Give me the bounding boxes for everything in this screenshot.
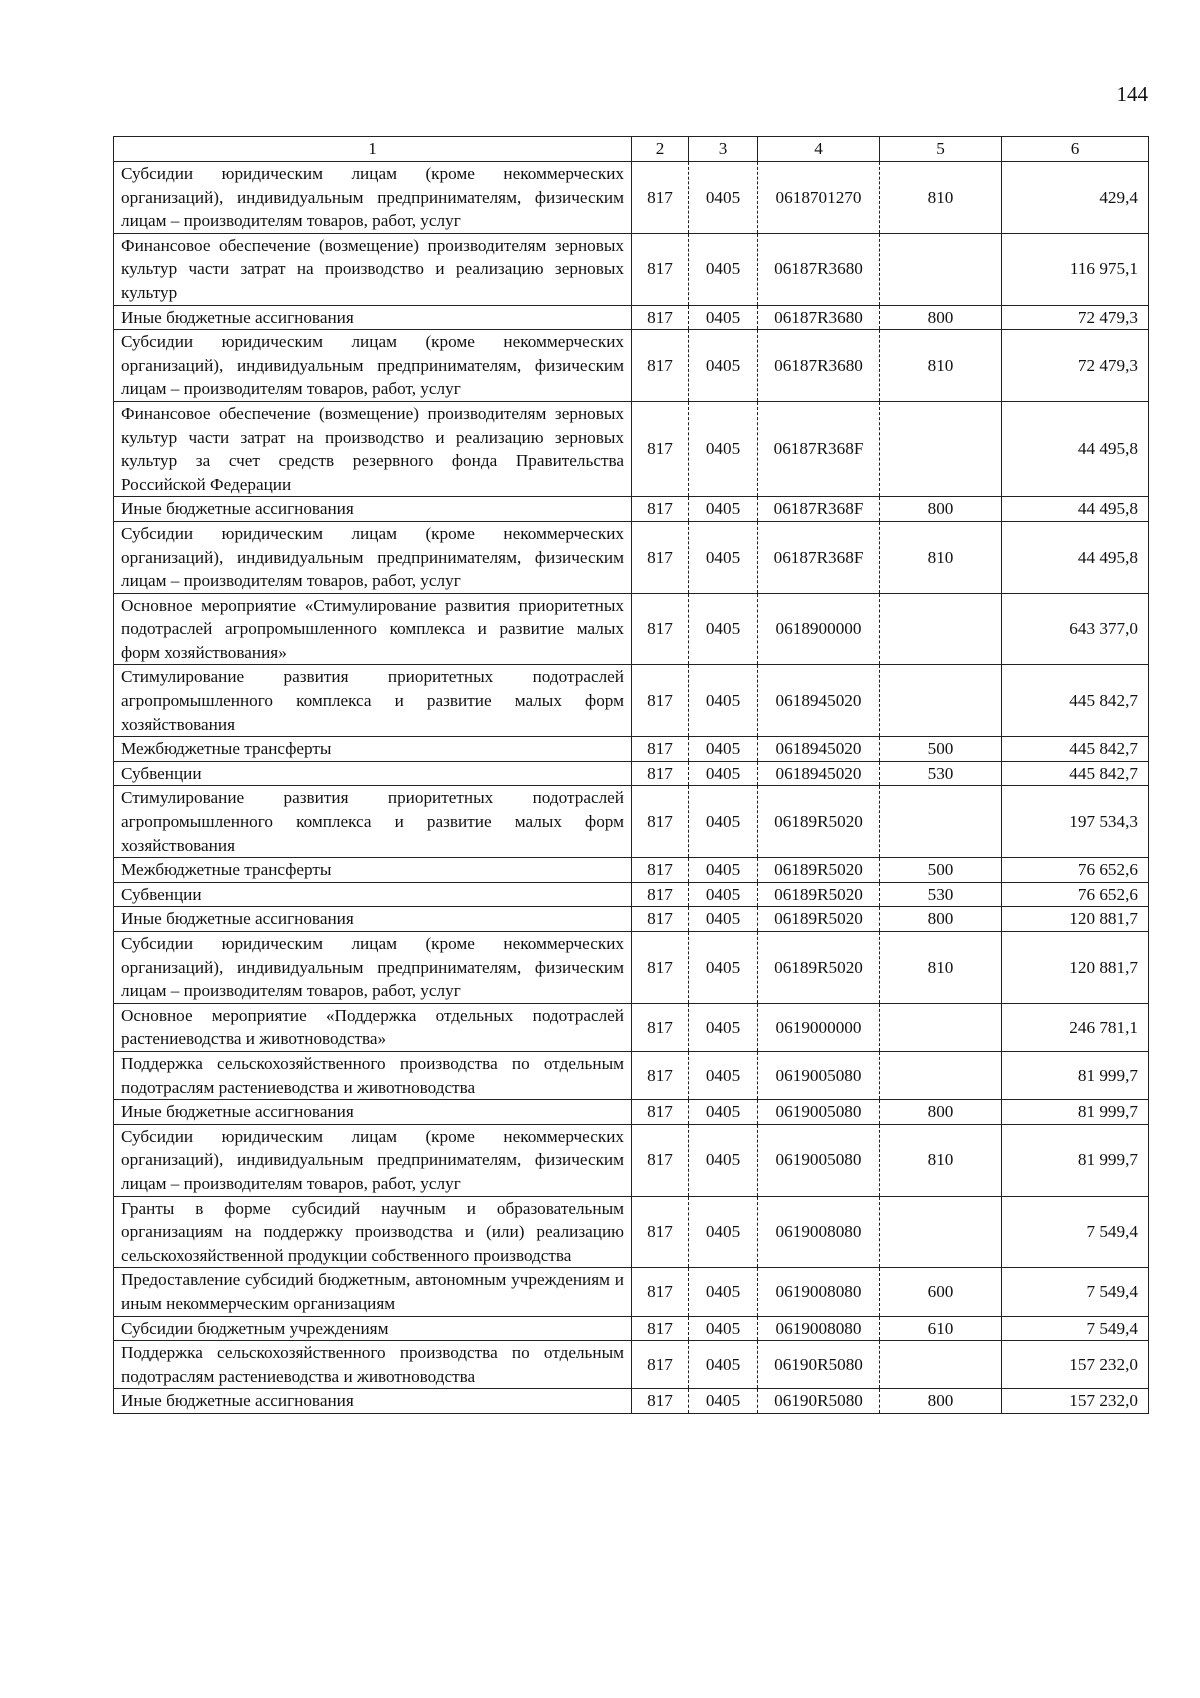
cell-target-article: 06189R5020: [758, 858, 880, 883]
table-row: [114, 1003, 1149, 1051]
cell-amount: 643 377,0: [1002, 593, 1149, 665]
cell-ministry-code: 817: [632, 761, 689, 786]
cell-target-article: 0618945020: [758, 761, 880, 786]
cell-expense-type: 810: [880, 162, 1002, 234]
cell-ministry-code: 817: [632, 932, 689, 1004]
cell-expense-type: [880, 1196, 1002, 1268]
cell-amount: 7 549,4: [1002, 1316, 1149, 1341]
cell-amount: 76 652,6: [1002, 882, 1149, 907]
cell-ministry-code: 817: [632, 330, 689, 402]
header-row: [114, 137, 1149, 162]
table-row: [114, 401, 1149, 496]
cell-section-code: 0405: [689, 233, 758, 305]
cell-ministry-code: 817: [632, 858, 689, 883]
cell-amount: 76 652,6: [1002, 858, 1149, 883]
cell-ministry-code: 817: [632, 786, 689, 858]
cell-item-name: Финансовое обеспечение (возмещение) производителям зерновых культур части затрат на производство и реализацию зерновых культур за счет средств резервного фонда Правительства Российской Федерации: [114, 401, 632, 496]
cell-target-article: 0618945020: [758, 737, 880, 762]
cell-amount: 72 479,3: [1002, 330, 1149, 402]
cell-expense-type: 600: [880, 1268, 1002, 1316]
cell-amount: 116 975,1: [1002, 233, 1149, 305]
cell-target-article: 06187R3680: [758, 305, 880, 330]
cell-item-name: Иные бюджетные ассигнования: [114, 305, 632, 330]
table-body: [114, 162, 1149, 1414]
page-number: 144: [1116, 82, 1148, 106]
cell-amount: 72 479,3: [1002, 305, 1149, 330]
cell-item-name: Субсидии бюджетным учреждениям: [114, 1316, 632, 1341]
cell-item-name: Поддержка сельскохозяйственного производства по отдельным подотраслям растениеводства и животноводства: [114, 1051, 632, 1099]
cell-ministry-code: 817: [632, 593, 689, 665]
cell-expense-type: 800: [880, 305, 1002, 330]
cell-item-name: Предоставление субсидий бюджетным, автономным учреждениям и иным некоммерческим организациям: [114, 1268, 632, 1316]
cell-expense-type: [880, 401, 1002, 496]
cell-expense-type: 530: [880, 882, 1002, 907]
table-row: [114, 1341, 1149, 1389]
cell-item-name: Субсидии юридическим лицам (кроме некоммерческих организаций), индивидуальным предпринимателям, физическим лицам – производителям товаров, работ, услуг: [114, 162, 632, 234]
table-row: [114, 907, 1149, 932]
cell-amount: 246 781,1: [1002, 1003, 1149, 1051]
cell-target-article: 0618701270: [758, 162, 880, 234]
cell-amount: 445 842,7: [1002, 665, 1149, 737]
cell-amount: 44 495,8: [1002, 521, 1149, 593]
cell-section-code: 0405: [689, 907, 758, 932]
table-row: [114, 162, 1149, 234]
col-header-6: 6: [1002, 137, 1149, 162]
cell-ministry-code: 817: [632, 1341, 689, 1389]
cell-target-article: 06187R368F: [758, 521, 880, 593]
cell-amount: 120 881,7: [1002, 907, 1149, 932]
cell-item-name: Субсидии юридическим лицам (кроме некоммерческих организаций), индивидуальным предпринимателям, физическим лицам – производителям товаров, работ, услуг: [114, 521, 632, 593]
cell-section-code: 0405: [689, 1341, 758, 1389]
col-header-5: 5: [880, 137, 1002, 162]
cell-ministry-code: 817: [632, 737, 689, 762]
cell-target-article: 06187R368F: [758, 401, 880, 496]
cell-expense-type: 800: [880, 1100, 1002, 1125]
cell-ministry-code: 817: [632, 1196, 689, 1268]
cell-item-name: Субсидии юридическим лицам (кроме некоммерческих организаций), индивидуальным предпринимателям, физическим лицам – производителям товаров, работ, услуг: [114, 330, 632, 402]
cell-expense-type: 810: [880, 521, 1002, 593]
cell-item-name: Иные бюджетные ассигнования: [114, 907, 632, 932]
cell-ministry-code: 817: [632, 907, 689, 932]
cell-expense-type: [880, 1003, 1002, 1051]
table-row: [114, 1268, 1149, 1316]
table-row: [114, 1389, 1149, 1414]
cell-section-code: 0405: [689, 1051, 758, 1099]
cell-ministry-code: 817: [632, 497, 689, 522]
cell-target-article: 0618945020: [758, 665, 880, 737]
cell-expense-type: [880, 1341, 1002, 1389]
cell-expense-type: [880, 1051, 1002, 1099]
cell-section-code: 0405: [689, 401, 758, 496]
cell-section-code: 0405: [689, 1268, 758, 1316]
table-row: [114, 593, 1149, 665]
cell-expense-type: [880, 593, 1002, 665]
cell-section-code: 0405: [689, 1316, 758, 1341]
cell-item-name: Гранты в форме субсидий научным и образовательным организациям на поддержку производства и (или) реализацию сельскохозяйственной продукции собственного производства: [114, 1196, 632, 1268]
cell-item-name: Субсидии юридическим лицам (кроме некоммерческих организаций), индивидуальным предпринимателям, физическим лицам – производителям товаров, работ, услуг: [114, 1124, 632, 1196]
cell-amount: 197 534,3: [1002, 786, 1149, 858]
cell-target-article: 06189R5020: [758, 907, 880, 932]
col-header-1: 1: [114, 137, 632, 162]
cell-ministry-code: 817: [632, 162, 689, 234]
table-row: [114, 858, 1149, 883]
cell-ministry-code: 817: [632, 665, 689, 737]
cell-section-code: 0405: [689, 786, 758, 858]
cell-target-article: 06190R5080: [758, 1341, 880, 1389]
cell-item-name: Иные бюджетные ассигнования: [114, 497, 632, 522]
cell-item-name: Межбюджетные трансферты: [114, 737, 632, 762]
table-row: [114, 1316, 1149, 1341]
cell-section-code: 0405: [689, 932, 758, 1004]
cell-expense-type: [880, 233, 1002, 305]
cell-section-code: 0405: [689, 665, 758, 737]
table-row: [114, 305, 1149, 330]
cell-amount: 445 842,7: [1002, 761, 1149, 786]
table-row: [114, 1100, 1149, 1125]
cell-amount: 7 549,4: [1002, 1196, 1149, 1268]
cell-ministry-code: 817: [632, 521, 689, 593]
cell-target-article: 0619008080: [758, 1268, 880, 1316]
cell-amount: 81 999,7: [1002, 1051, 1149, 1099]
cell-ministry-code: 817: [632, 1268, 689, 1316]
cell-amount: 44 495,8: [1002, 497, 1149, 522]
cell-amount: 157 232,0: [1002, 1341, 1149, 1389]
table-row: [114, 786, 1149, 858]
cell-section-code: 0405: [689, 858, 758, 883]
table-row: [114, 665, 1149, 737]
cell-target-article: 06187R3680: [758, 233, 880, 305]
cell-item-name: Поддержка сельскохозяйственного производства по отдельным подотраслям растениеводства и животноводства: [114, 1341, 632, 1389]
cell-ministry-code: 817: [632, 1389, 689, 1414]
table-row: [114, 932, 1149, 1004]
cell-expense-type: [880, 665, 1002, 737]
cell-item-name: Основное мероприятие «Стимулирование развития приоритетных подотраслей агропромышленного комплекса и развитие малых форм хозяйствования»: [114, 593, 632, 665]
cell-ministry-code: 817: [632, 1124, 689, 1196]
cell-item-name: Субвенции: [114, 882, 632, 907]
table-row: [114, 882, 1149, 907]
cell-item-name: Стимулирование развития приоритетных подотраслей агропромышленного комплекса и развитие малых форм хозяйствования: [114, 786, 632, 858]
cell-item-name: Субсидии юридическим лицам (кроме некоммерческих организаций), индивидуальным предпринимателям, физическим лицам – производителям товаров, работ, услуг: [114, 932, 632, 1004]
cell-item-name: Иные бюджетные ассигнования: [114, 1100, 632, 1125]
cell-expense-type: 800: [880, 497, 1002, 522]
cell-amount: 445 842,7: [1002, 737, 1149, 762]
table-row: [114, 521, 1149, 593]
cell-target-article: 0619000000: [758, 1003, 880, 1051]
cell-expense-type: [880, 786, 1002, 858]
cell-section-code: 0405: [689, 497, 758, 522]
cell-ministry-code: 817: [632, 1316, 689, 1341]
cell-section-code: 0405: [689, 1003, 758, 1051]
cell-expense-type: 810: [880, 330, 1002, 402]
cell-target-article: 06187R368F: [758, 497, 880, 522]
cell-amount: 429,4: [1002, 162, 1149, 234]
cell-expense-type: 610: [880, 1316, 1002, 1341]
table-row: [114, 1196, 1149, 1268]
table-row: [114, 233, 1149, 305]
cell-amount: 81 999,7: [1002, 1100, 1149, 1125]
cell-target-article: 06190R5080: [758, 1389, 880, 1414]
cell-expense-type: 800: [880, 907, 1002, 932]
cell-amount: 7 549,4: [1002, 1268, 1149, 1316]
cell-ministry-code: 817: [632, 305, 689, 330]
cell-amount: 44 495,8: [1002, 401, 1149, 496]
cell-target-article: 0619005080: [758, 1100, 880, 1125]
table-row: [114, 737, 1149, 762]
cell-amount: 157 232,0: [1002, 1389, 1149, 1414]
cell-target-article: 06189R5020: [758, 882, 880, 907]
cell-ministry-code: 817: [632, 1051, 689, 1099]
table-row: [114, 497, 1149, 522]
table-row: [114, 1051, 1149, 1099]
cell-ministry-code: 817: [632, 1003, 689, 1051]
col-header-2: 2: [632, 137, 689, 162]
cell-section-code: 0405: [689, 162, 758, 234]
cell-section-code: 0405: [689, 330, 758, 402]
cell-ministry-code: 817: [632, 882, 689, 907]
cell-ministry-code: 817: [632, 233, 689, 305]
budget-table: [113, 136, 1149, 1414]
cell-target-article: 0618900000: [758, 593, 880, 665]
cell-item-name: Основное мероприятие «Поддержка отдельных подотраслей растениеводства и животноводства»: [114, 1003, 632, 1051]
cell-target-article: 06187R3680: [758, 330, 880, 402]
cell-section-code: 0405: [689, 1124, 758, 1196]
cell-section-code: 0405: [689, 882, 758, 907]
cell-expense-type: 500: [880, 737, 1002, 762]
cell-target-article: 0619005080: [758, 1051, 880, 1099]
cell-section-code: 0405: [689, 305, 758, 330]
cell-expense-type: 500: [880, 858, 1002, 883]
cell-section-code: 0405: [689, 1196, 758, 1268]
cell-expense-type: 810: [880, 1124, 1002, 1196]
table-row: [114, 330, 1149, 402]
cell-expense-type: 530: [880, 761, 1002, 786]
table-row: [114, 1124, 1149, 1196]
cell-section-code: 0405: [689, 761, 758, 786]
cell-section-code: 0405: [689, 737, 758, 762]
cell-expense-type: 810: [880, 932, 1002, 1004]
cell-item-name: Стимулирование развития приоритетных подотраслей агропромышленного комплекса и развитие малых форм хозяйствования: [114, 665, 632, 737]
cell-ministry-code: 817: [632, 1100, 689, 1125]
cell-target-article: 0619008080: [758, 1196, 880, 1268]
cell-ministry-code: 817: [632, 401, 689, 496]
cell-item-name: Иные бюджетные ассигнования: [114, 1389, 632, 1414]
cell-target-article: 0619008080: [758, 1316, 880, 1341]
cell-target-article: 0619005080: [758, 1124, 880, 1196]
cell-target-article: 06189R5020: [758, 932, 880, 1004]
cell-target-article: 06189R5020: [758, 786, 880, 858]
cell-section-code: 0405: [689, 593, 758, 665]
cell-section-code: 0405: [689, 1100, 758, 1125]
cell-item-name: Межбюджетные трансферты: [114, 858, 632, 883]
col-header-3: 3: [689, 137, 758, 162]
table-row: [114, 761, 1149, 786]
cell-section-code: 0405: [689, 521, 758, 593]
cell-item-name: Субвенции: [114, 761, 632, 786]
cell-amount: 120 881,7: [1002, 932, 1149, 1004]
col-header-4: 4: [758, 137, 880, 162]
cell-item-name: Финансовое обеспечение (возмещение) производителям зерновых культур части затрат на производство и реализацию зерновых культур: [114, 233, 632, 305]
cell-expense-type: 800: [880, 1389, 1002, 1414]
cell-amount: 81 999,7: [1002, 1124, 1149, 1196]
cell-section-code: 0405: [689, 1389, 758, 1414]
